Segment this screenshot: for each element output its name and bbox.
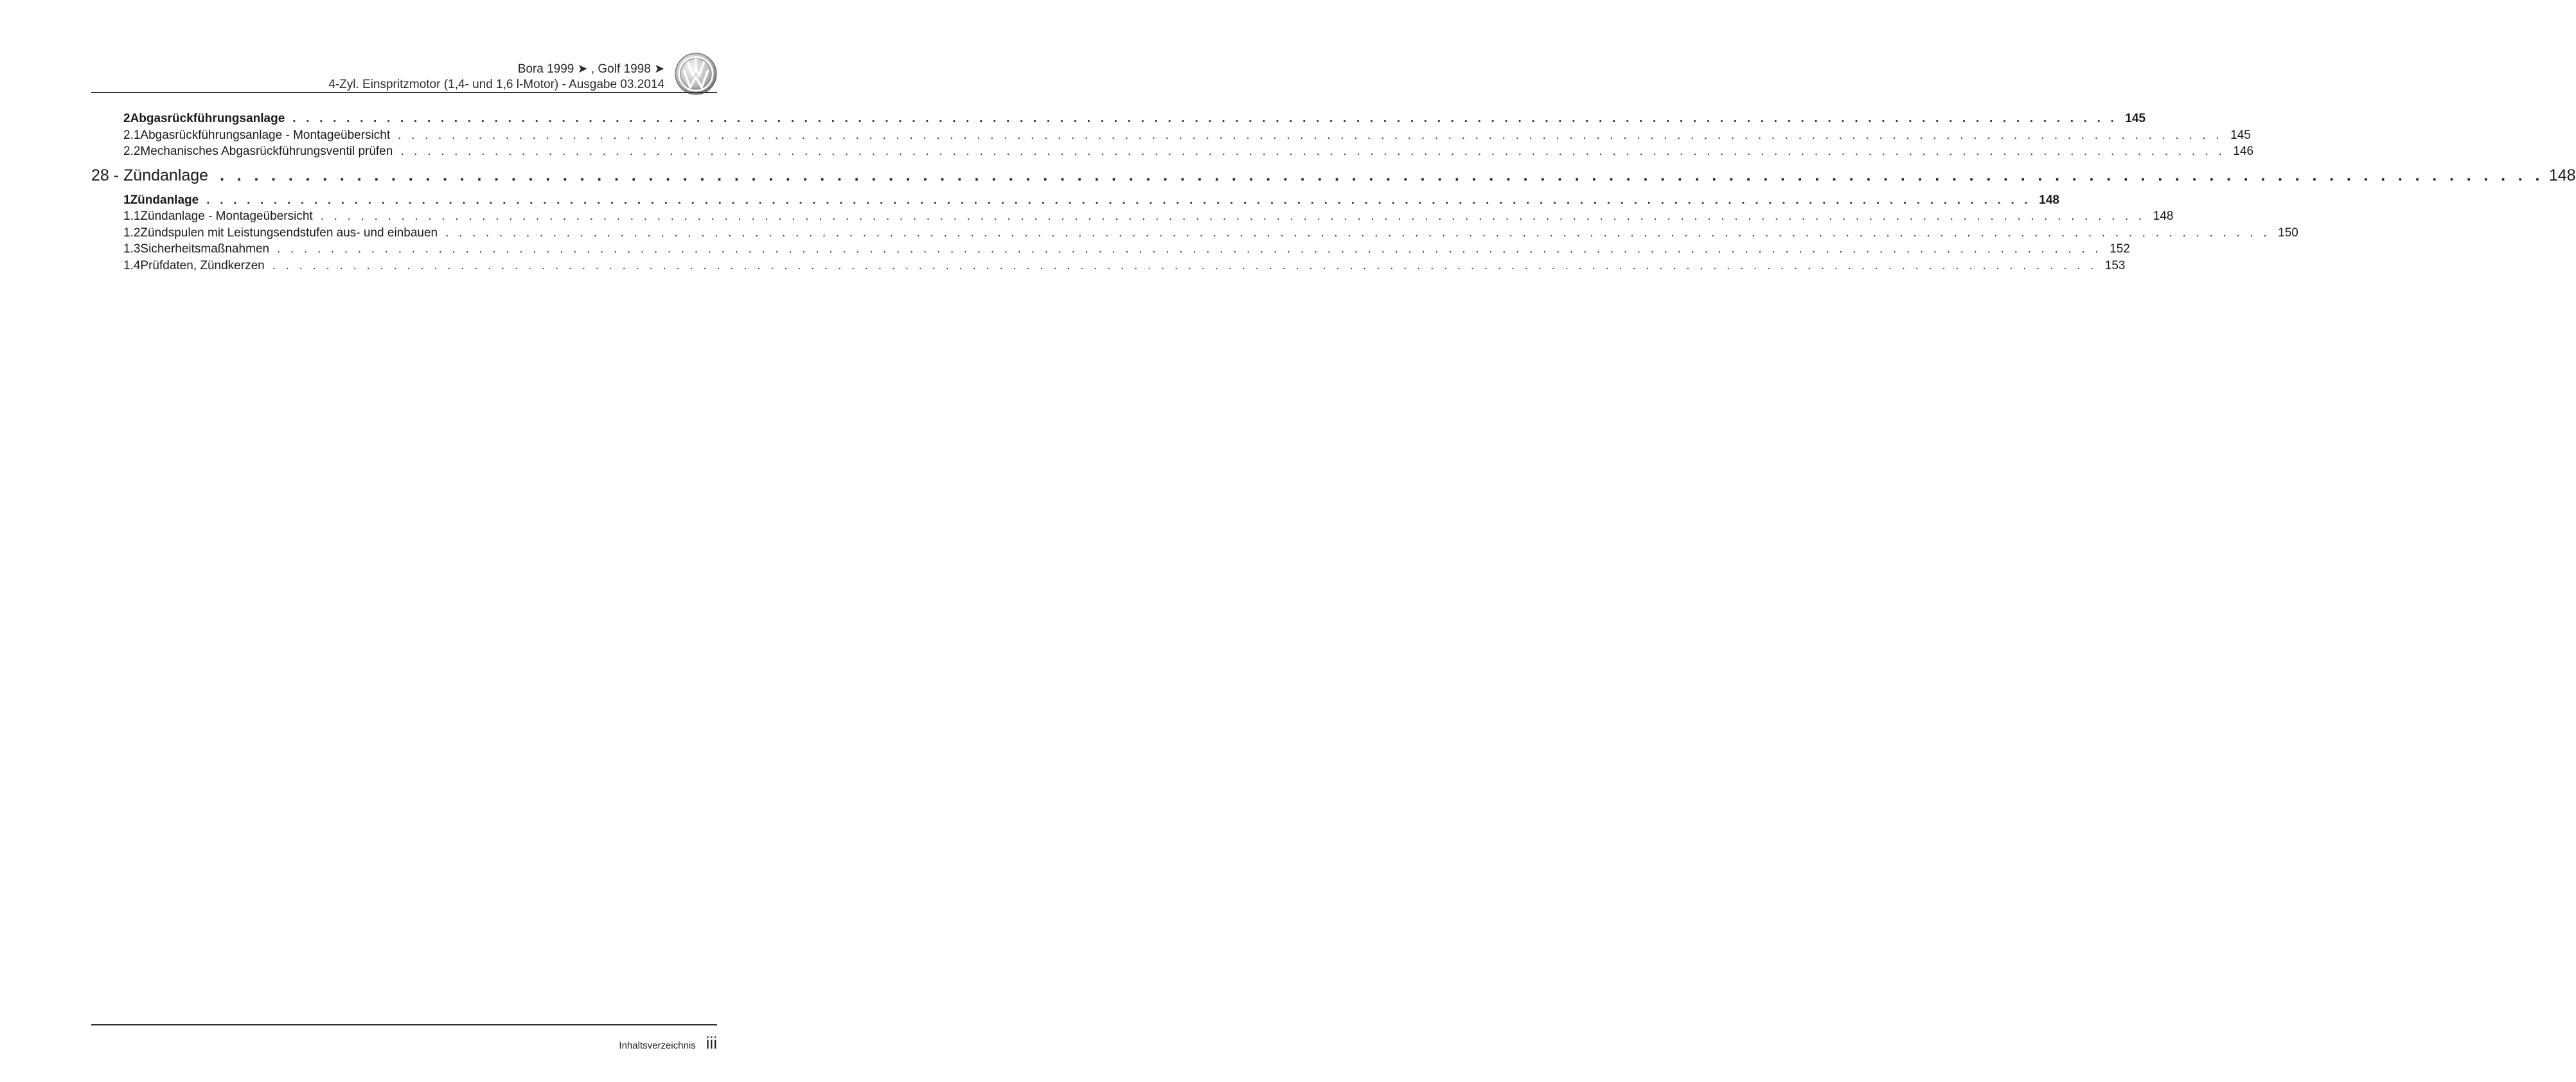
footer-section-label: Inhaltsverzeichnis (619, 1040, 696, 1051)
toc-leader-dots: . . . . . . . . . . . . . . . . . . . . . . . . . . . . . . . . . . . . . . . . . . . . . . . . . . . . . . . . . . . . . . . . . . . . . . . . . . . . . . . . . . . . . . . . . . . . . . . . . . . . . . . . . . . . . . . . . . . . . . . . . . . . . . . . . . . . . . . . (445, 226, 2270, 240)
toc-entry-page: 145 (2125, 112, 2146, 125)
toc-chapter-entry[interactable] (91, 166, 2576, 193)
toc-leader-dots: . . . . . . . . . . . . . . . . . . . . . . . . . . . . . . . . . . . . . . . . . . . . . . . . . . . . . . . . . . . . . . . . . . . . . . . . . . . . . . . . . . . . . . . . . . . . . . . . . . . . . . . . . . . . . . . . . . . . . . . . . . . . . . . . . . . . . . . . (277, 242, 2102, 256)
toc-entry-page: 148 (2039, 193, 2059, 207)
footer-page-number: iii (706, 1033, 717, 1052)
header-text (328, 62, 664, 93)
toc-entry[interactable] (91, 258, 2126, 276)
toc-entry-page: 150 (2278, 226, 2298, 240)
toc-entry-number: 1.3 (123, 242, 141, 256)
toc-entry[interactable] (91, 193, 2059, 210)
toc-entry-number: 1 (123, 193, 130, 207)
toc-entry-page: 148 (2153, 209, 2174, 223)
toc-leader-dots: . . . . . . . . . . . . . . . . . . . . . . . . . . . . . . . . . . . . . . . . . . . . . . . . . . . . . . . . . . . . . . . . . . . . . . . . . . . . . . . . . . . . . . . . . . . . . . . . . . . . . . . . . . . . . . . . . . . . . . . . . . . . . . . . . . . . . . . . (292, 112, 2118, 125)
toc-entry-number: 1.1 (123, 209, 141, 223)
header-engine-edition: 4-Zyl. Einspritzmotor (1,4- und 1,6 l-Motor) - Ausgabe 03.2014 (328, 78, 664, 91)
header-models: Bora 1999 ➤ , Golf 1998 ➤ (517, 62, 664, 76)
toc-leader-dots: . . . . . . . . . . . . . . . . . . . . . . . . . . . . . . . . . . . . . . . . . . . . . . . . . . . . . . . . . . . . . . . . . . . . . . . . . . . . . . . . . . . . . . . . . . . . . . . . . . . . . . . . . . . . . . . . . . . . . . . . . . . . . . . . . . . . . . . . (320, 209, 2145, 223)
toc-entry[interactable] (91, 145, 2254, 161)
header-divider (91, 92, 717, 93)
toc-entry[interactable] (91, 242, 2130, 259)
footer-divider (91, 1024, 717, 1025)
toc-entry-title: Abgasrückführungsanlage - Montageübersicht (140, 128, 391, 142)
page-footer (619, 1033, 717, 1053)
toc-entry-title: Sicherheitsmaßnahmen (140, 242, 270, 256)
toc-entry[interactable] (91, 209, 2174, 226)
toc-entry-number: 2.1 (123, 128, 141, 142)
toc-entry-page: 153 (2104, 258, 2126, 272)
toc-leader-dots: . . . . . . . . . . . . . . . . . . . . . . . . . . . . . . . . . . . . . . . . . . . . . . . . . . . . . . . . . . . . . . . . . . . . . . . . . . . . . . . . . . . . . . . . . . . . . . . . . . . . . . . . . . . . . . . . . . . . . . . . . . . . . . . . . . . . . . . . (220, 166, 2544, 184)
toc-chapter-title: 28 - Zündanlage (91, 166, 209, 184)
toc-entry-title: Zündspulen mit Leistungsendstufen aus- und einbauen (140, 226, 438, 240)
toc-leader-dots: . . . . . . . . . . . . . . . . . . . . . . . . . . . . . . . . . . . . . . . . . . . . . . . . . . . . . . . . . . . . . . . . . . . . . . . . . . . . . . . . . . . . . . . . . . . . . . . . . . . . . . . . . . . . . . . . . . . . . . . . . . . . . . . . . . . . . . . . (398, 128, 2223, 142)
toc-entry-page: 146 (2233, 145, 2254, 158)
toc-entry-title: Zündanlage - Montageübersicht (140, 209, 313, 223)
toc-entry[interactable] (91, 226, 2298, 243)
toc-entry[interactable] (91, 112, 2146, 129)
toc-entry-title: Prüfdaten, Zündkerzen (140, 258, 265, 272)
toc-entry-page: 145 (2230, 128, 2251, 142)
toc-leader-dots: . . . . . . . . . . . . . . . . . . . . . . . . . . . . . . . . . . . . . . . . . . . . . . . . . . . . . . . . . . . . . . . . . . . . . . . . . . . . . . . . . . . . . . . . . . . . . . . . . . . . . . . . . . . . . . . . . . . . . . . . . . . . . . . . . . . . . . . . (206, 193, 2031, 207)
toc-entry-title: Mechanisches Abgasrückführungsventil prüfen (140, 145, 393, 158)
vw-logo-icon (675, 53, 717, 95)
toc-leader-dots: . . . . . . . . . . . . . . . . . . . . . . . . . . . . . . . . . . . . . . . . . . . . . . . . . . . . . . . . . . . . . . . . . . . . . . . . . . . . . . . . . . . . . . . . . . . . . . . . . . . . . . . . . . . . . . . . . . . . . . . . . . . . . . . . . . . . . . . . (272, 258, 2097, 272)
toc-entry-number: 2.2 (123, 145, 141, 158)
toc-entry-page: 152 (2110, 242, 2130, 256)
toc-entry-number: 2 (123, 112, 130, 125)
toc-entry-number: 1.2 (123, 226, 141, 240)
toc-chapter-page: 148 (2548, 166, 2576, 184)
toc-entry[interactable] (91, 128, 2251, 145)
page-header (91, 53, 717, 93)
toc-entry-number: 1.4 (123, 258, 141, 272)
table-of-contents (91, 112, 2576, 275)
toc-entry-title: Abgasrückführungsanlage (130, 112, 285, 125)
toc-leader-dots: . . . . . . . . . . . . . . . . . . . . . . . . . . . . . . . . . . . . . . . . . . . . . . . . . . . . . . . . . . . . . . . . . . . . . . . . . . . . . . . . . . . . . . . . . . . . . . . . . . . . . . . . . . . . . . . . . . . . . . . . . . . . . . . . . . . . . . . . (400, 145, 2226, 158)
toc-entry-title: Zündanlage (130, 193, 199, 207)
